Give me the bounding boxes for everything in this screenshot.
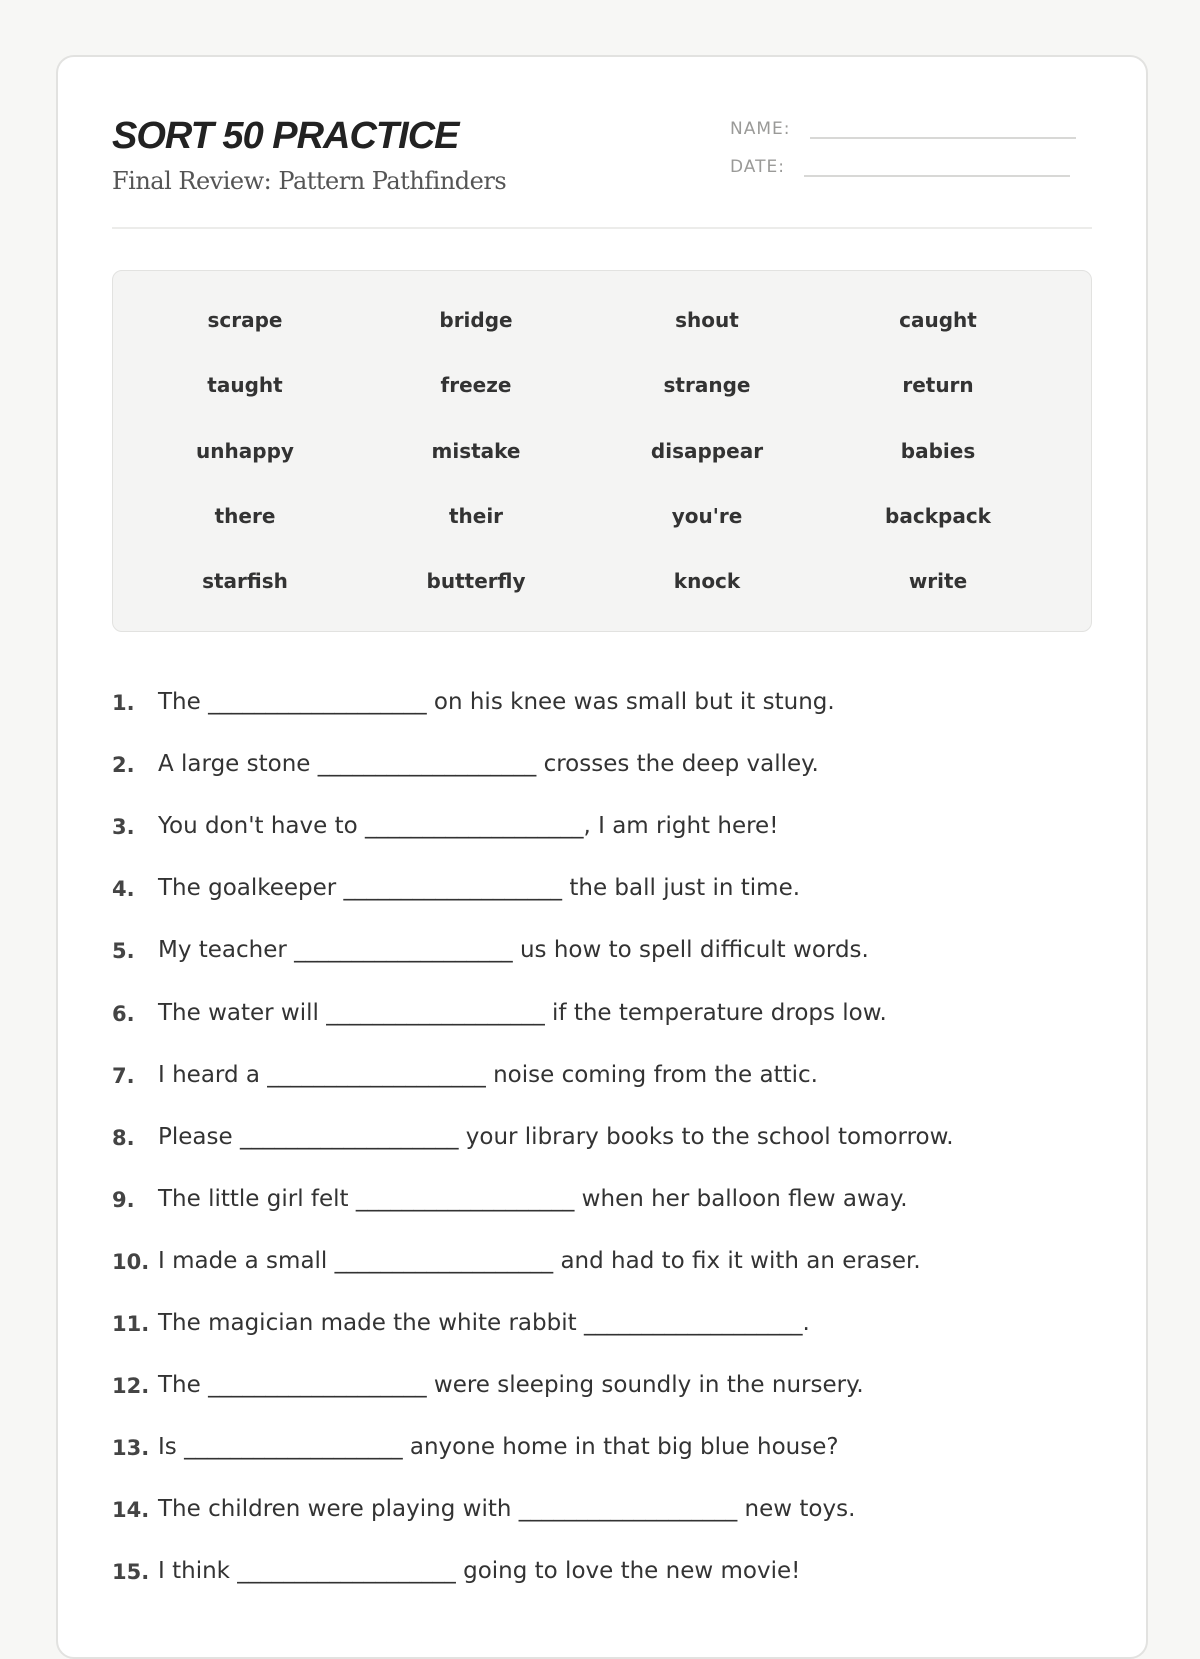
- question-text[interactable]: Is ___________________ anyone home in that big blue house?: [158, 1434, 839, 1461]
- worksheet-subtitle: Final Review: Pattern Pathfinders: [112, 167, 507, 195]
- question-number: 11.: [112, 1312, 150, 1336]
- question-item: [112, 1062, 818, 1088]
- question-text[interactable]: The water will ___________________ if the temperature drops low.: [158, 999, 887, 1026]
- question-number: 10.: [112, 1249, 150, 1274]
- word-bank-word: there: [214, 503, 276, 528]
- question-number: 3.: [112, 815, 135, 840]
- question-number: 1.: [112, 691, 135, 715]
- word-bank-word: return: [902, 373, 974, 398]
- question-text[interactable]: I think ___________________ going to love the new movie!: [158, 1558, 801, 1585]
- word-bank-word: mistake: [431, 438, 521, 463]
- word-bank-word: freeze: [440, 373, 512, 398]
- question-number: 15.: [112, 1560, 150, 1585]
- question-number: 5.: [112, 939, 135, 964]
- question-text[interactable]: My teacher ___________________ us how to spell difficult words.: [158, 937, 869, 964]
- word-bank-word: caught: [899, 308, 977, 332]
- question-item: [112, 937, 869, 963]
- question-text[interactable]: The ___________________ on his knee was small but it stung.: [158, 689, 835, 715]
- question-number: 12.: [112, 1374, 150, 1399]
- question-item: [112, 1248, 921, 1274]
- question-number: 8.: [112, 1125, 135, 1150]
- question-item: [112, 875, 800, 901]
- name-line[interactable]: [810, 115, 1076, 139]
- question-item: [112, 1124, 954, 1150]
- name-label: NAME:: [730, 119, 791, 139]
- worksheet-card: [56, 55, 1148, 1659]
- word-bank-word: knock: [673, 569, 741, 594]
- question-item: [112, 1434, 839, 1460]
- question-number: 14.: [112, 1498, 150, 1523]
- question-number: 4.: [112, 877, 135, 902]
- question-text[interactable]: The children were playing with ___________________ new toys.: [158, 1496, 856, 1523]
- question-text[interactable]: You don't have to ___________________, I am right here!: [158, 813, 779, 840]
- header-divider: [112, 227, 1092, 229]
- worksheet-title: SORT 50 PRACTICE: [112, 115, 459, 157]
- word-bank-word: backpack: [885, 503, 991, 528]
- question-text[interactable]: Please ___________________ your library books to the school tomorrow.: [158, 1123, 954, 1150]
- question-text[interactable]: A large stone ___________________ crosses the deep valley.: [158, 751, 819, 778]
- word-bank-word: taught: [207, 373, 283, 398]
- question-item: [112, 1186, 908, 1212]
- word-bank-word: disappear: [650, 438, 764, 463]
- question-number: 13.: [112, 1436, 150, 1461]
- word-bank-word: their: [448, 503, 504, 528]
- word-bank-word: butterfly: [426, 569, 526, 594]
- question-text[interactable]: I made a small ___________________ and had to fix it with an eraser.: [158, 1247, 921, 1274]
- word-bank-word: you're: [671, 503, 743, 528]
- question-item: [112, 751, 819, 777]
- word-bank-word: babies: [900, 438, 976, 463]
- word-bank-word: strange: [663, 373, 751, 398]
- word-bank-word: bridge: [439, 308, 513, 332]
- question-number: 6.: [112, 1001, 135, 1026]
- question-text[interactable]: The little girl felt ___________________ when her balloon flew away.: [158, 1185, 908, 1212]
- question-item: [112, 1000, 887, 1026]
- question-text[interactable]: The goalkeeper ___________________ the ball just in time.: [158, 875, 801, 902]
- question-item: [112, 1558, 800, 1584]
- question-item: [112, 689, 835, 715]
- word-bank-word: write: [908, 569, 968, 594]
- question-number: 7.: [112, 1063, 135, 1088]
- date-line[interactable]: [804, 153, 1070, 177]
- question-item: [112, 1310, 810, 1336]
- word-bank-word: unhappy: [196, 438, 294, 463]
- question-item: [112, 813, 778, 839]
- name-field[interactable]: [730, 115, 1076, 139]
- question-item: [112, 1372, 864, 1398]
- question-item: [112, 1496, 855, 1522]
- date-field[interactable]: [730, 153, 1070, 177]
- question-text[interactable]: The ___________________ were sleeping soundly in the nursery.: [158, 1372, 864, 1399]
- word-bank-word: scrape: [207, 308, 283, 332]
- date-label: DATE:: [730, 157, 785, 177]
- word-bank-word: shout: [675, 308, 739, 332]
- question-text[interactable]: I heard a ___________________ noise coming from the attic.: [158, 1061, 818, 1088]
- question-number: 2.: [112, 753, 135, 778]
- word-bank: [112, 270, 1092, 632]
- question-number: 9.: [112, 1187, 135, 1212]
- question-text[interactable]: The magician made the white rabbit ___________________.: [158, 1310, 810, 1336]
- word-bank-word: starfish: [202, 569, 288, 594]
